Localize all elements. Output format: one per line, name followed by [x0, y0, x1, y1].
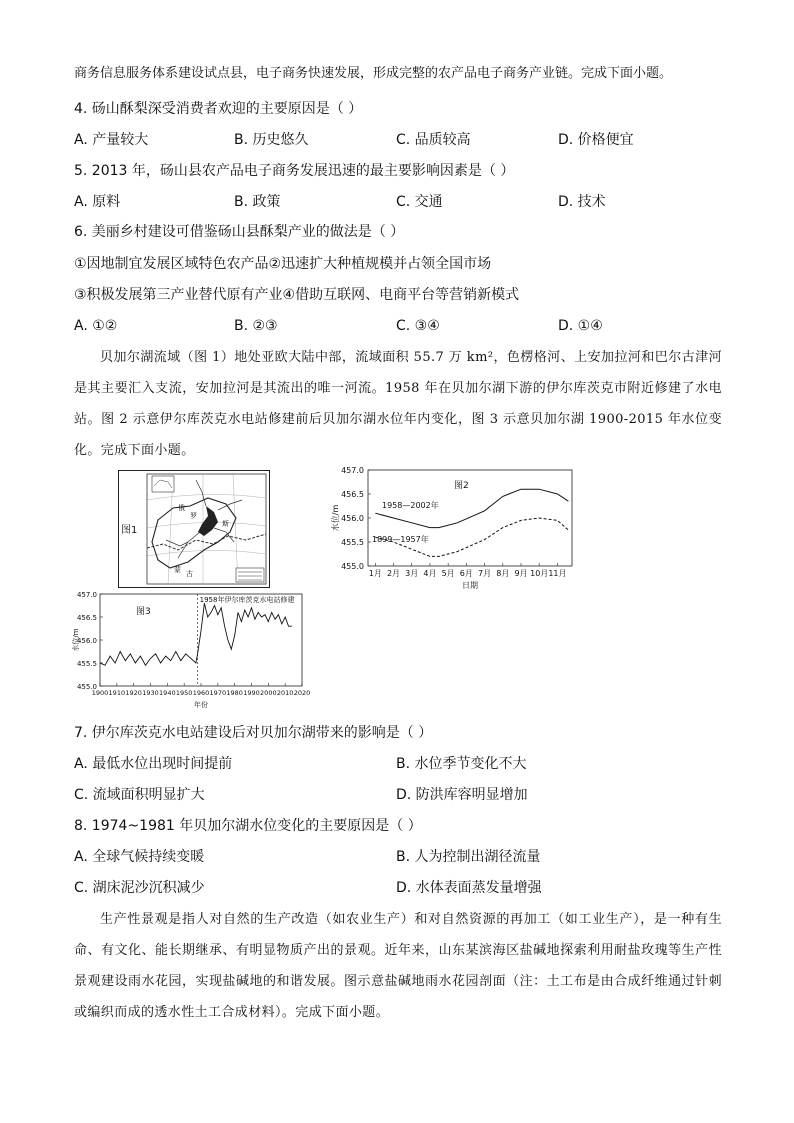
map-label-5: 古 [186, 570, 193, 578]
x-tick-label: 3月 [405, 569, 419, 578]
x-tick-label: 1900 [91, 689, 109, 697]
q6-items-line-1: ①因地制宜发展区域特色农产品②迅速扩大种植规模并占领全国市场 [74, 256, 492, 272]
x-tick-label: 4月 [423, 569, 437, 578]
q7-option-b[interactable]: B. 水位季节变化不大 [396, 756, 527, 772]
x-tick-label: 1990 [243, 689, 260, 697]
x-tick-label: 2月 [386, 569, 401, 578]
q7-option-c[interactable]: C. 流域面积明显扩大 [74, 787, 205, 803]
q6-option-b[interactable]: B. ②③ [234, 318, 278, 334]
q5-option-c[interactable]: C. 交通 [396, 194, 443, 210]
y-axis-label: 水位/m [72, 628, 80, 652]
y-axis-label: 水位/m [331, 504, 340, 532]
x-tick-label: 10月 [530, 569, 549, 578]
figure-2-chart [326, 462, 576, 594]
legend-before: 1899—1957年 [372, 535, 429, 544]
x-tick-label: 1930 [142, 689, 159, 697]
x-tick-label: 1910 [108, 689, 126, 697]
map-label-4: 蒙 [174, 566, 181, 574]
figure-2-label: 图2 [454, 481, 469, 491]
q8-option-d[interactable]: D. 水体表面蒸发量增强 [396, 880, 542, 896]
q4-option-b[interactable]: B. 历史悠久 [234, 132, 309, 148]
x-tick-label: 6月 [459, 569, 473, 578]
y-tick-label: 455.0 [76, 683, 97, 691]
q8-option-c[interactable]: C. 湖床泥沙沉积减少 [74, 880, 205, 896]
y-tick-label: 457.0 [76, 591, 97, 599]
y-tick-label: 456.5 [341, 490, 364, 499]
q5-option-d[interactable]: D. 技术 [558, 194, 606, 210]
question-8-stem: 8. 1974~1981 年贝加尔湖水位变化的主要原因是（ ） [74, 818, 422, 834]
y-tick-label: 456.0 [76, 637, 97, 645]
x-axis-label: 日期 [462, 581, 478, 590]
q4-option-a[interactable]: A. 产量较大 [74, 132, 149, 148]
figure-1-map [118, 470, 270, 588]
x-tick-label: 1950 [175, 689, 193, 697]
map-label-2: 罗 [190, 512, 197, 520]
landscape-passage: 生产性景观是指人对自然的生产改造（如农业生产）和对自然资源的再加工（如工业生产），是一种有生命、有文化、能长期继承、有明显物质产出的景观。近年来，山东某滨海区盐碱地探索利用耐盐玫瑰等生产性景观建设雨水花园，实现盐碱地的和谐发展。图示意盐碱地雨水花园剖面（注：土工布是由合成纤维通过针刺或编织而成的透水性土工合成材料）。完成下面小题。 [74, 912, 722, 1020]
y-tick-label: 455.5 [341, 538, 364, 547]
q5-option-b[interactable]: B. 政策 [234, 194, 281, 210]
q8-option-a[interactable]: A. 全球气候持续变暖 [74, 849, 205, 865]
figure-3-chart [70, 588, 310, 716]
x-tick-label: 2000 [260, 689, 277, 697]
y-tick-label: 455.0 [341, 562, 364, 571]
x-tick-label: 1940 [159, 689, 176, 697]
legend-after: 1958—2002年 [382, 501, 439, 510]
x-tick-label: 1980 [226, 689, 243, 697]
intro-tail: 商务信息服务体系建设试点县，电子商务快速发展，形成完整的农产品电子商务产业链。完成下面小题。 [74, 66, 673, 81]
x-tick-label: 8月 [496, 569, 510, 578]
question-5-stem: 5. 2013 年，砀山县农产品电子商务发展迅速的最主要影响因素是（ ） [74, 163, 515, 179]
x-axis-label: 年份 [194, 701, 208, 709]
x-tick-label: 1960 [192, 689, 210, 697]
x-tick-label: 1970 [209, 689, 227, 697]
x-tick-label: 1月 [368, 569, 382, 578]
q4-option-d[interactable]: D. 价格便宜 [558, 132, 634, 148]
x-tick-label: 7月 [478, 569, 492, 578]
y-tick-label: 456.0 [341, 514, 364, 523]
q5-option-a[interactable]: A. 原料 [74, 194, 121, 210]
x-tick-label: 5月 [441, 569, 455, 578]
q8-option-b[interactable]: B. 人为控制出湖径流量 [396, 849, 541, 865]
baikal-passage: 贝加尔湖流域（图 1）地处亚欧大陆中部，流域面积 55.7 万 km²，色楞格河、上安加拉河和巴尔古津河是其主要汇入支流，安加拉河是其流出的唯一河流。1958 年在贝加尔湖下游的伊尔库茨克市附近修建了水电站。图 2 示意伊尔库茨克水电站修建前后贝加尔湖水位年内变化，图 3 示意贝加尔湖 1900-2015 年水位变化。完成下面小题。 [74, 350, 722, 458]
water-level-line [100, 603, 292, 665]
x-tick-label: 2020 [293, 689, 310, 697]
x-tick-label: 9月 [514, 569, 528, 578]
q6-items-line-2: ③积极发展第三产业替代原有产业④借助互联网、电商平台等营销新模式 [74, 287, 520, 303]
question-7-stem: 7. 伊尔库茨克水电站建设后对贝加尔湖带来的影响是（ ） [74, 725, 433, 741]
x-tick-label: 2010 [276, 689, 294, 697]
x-tick-label: 11月 [548, 569, 567, 578]
y-tick-label: 456.5 [76, 614, 97, 622]
y-tick-label: 457.0 [341, 466, 364, 475]
q7-option-d[interactable]: D. 防洪库容明显增加 [396, 787, 528, 803]
q6-option-c[interactable]: C. ③④ [396, 318, 440, 334]
question-4-stem: 4. 砀山酥梨深受消费者欢迎的主要原因是（ ） [74, 101, 363, 117]
plot-frame [100, 594, 302, 686]
figure-1-label: 图1 [121, 525, 138, 536]
q7-option-a[interactable]: A. 最低水位出现时间提前 [74, 756, 233, 772]
figure-3-label: 图3 [136, 607, 151, 617]
q6-option-a[interactable]: A. ①② [74, 318, 118, 334]
q4-option-c[interactable]: C. 品质较高 [396, 132, 471, 148]
map-label-3: 斯 [222, 520, 229, 528]
question-6-stem: 6. 美丽乡村建设可借鉴砀山县酥梨产业的做法是（ ） [74, 224, 405, 240]
dam-annotation: 1958年伊尔库茨克水电站修建 [199, 596, 295, 604]
q6-option-d[interactable]: D. ①④ [558, 318, 603, 334]
x-tick-label: 1920 [125, 689, 142, 697]
map-label-1: 俄 [178, 504, 185, 512]
y-tick-label: 455.5 [76, 660, 97, 668]
